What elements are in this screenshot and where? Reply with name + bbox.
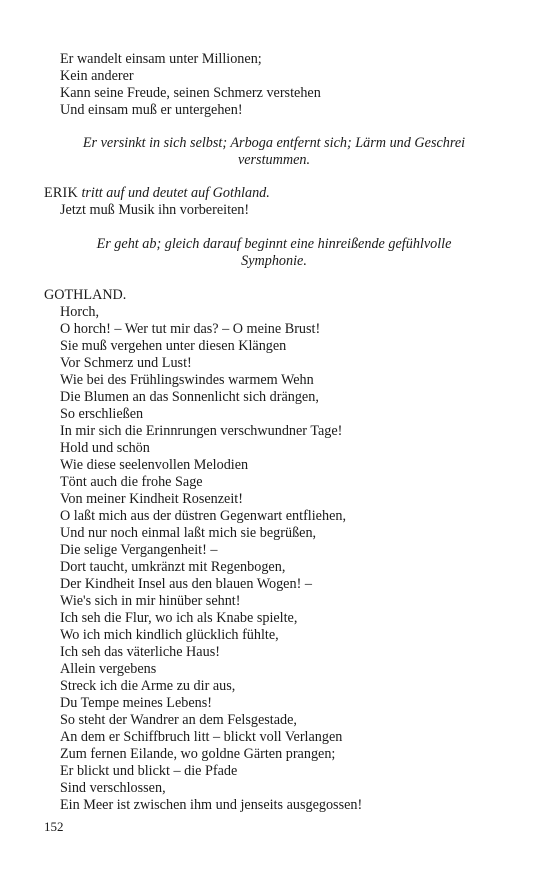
stage-direction-line: Symphonie. — [241, 253, 307, 269]
verse-line: Wie bei des Frühlingswindes warmem Wehn — [60, 372, 314, 388]
verse-line: Ich seh die Flur, wo ich als Knabe spielte, — [60, 610, 298, 626]
verse-line: Die selige Vergangenheit! – — [60, 542, 218, 558]
verse-line: O laßt mich aus der düstren Gegenwart entfliehen, — [60, 508, 347, 524]
verse-line: Hold und schön — [60, 440, 150, 456]
verse-line: Du Tempe meines Lebens! — [60, 695, 213, 711]
erik-speech — [44, 185, 504, 219]
verse-line: Streck ich die Arme zu dir aus, — [60, 678, 236, 694]
speaker-name: GOTHLAND. — [44, 287, 127, 303]
verse-line: Sie muß vergehen unter diesen Klängen — [60, 338, 287, 354]
verse-line: Wie's sich in mir hinüber sehnt! — [60, 593, 241, 609]
verse-line: Vor Schmerz und Lust! — [60, 355, 192, 371]
verse-line: Kann seine Freude, seinen Schmerz verstehen — [60, 85, 321, 101]
verse-line: Von meiner Kindheit Rosenzeit! — [60, 491, 243, 507]
gothland-verses — [44, 304, 504, 814]
stage-direction-line: Er versinkt in sich selbst; Arboga entfernt sich; Lärm und Geschrei — [82, 135, 466, 151]
verse-line: Wo ich mich kindlich glücklich fühlte, — [60, 627, 279, 643]
verse-line: Allein vergebens — [60, 661, 157, 677]
verse-line: Der Kindheit Insel aus den blauen Wogen! – — [60, 576, 312, 592]
verse-line: Er wandelt einsam unter Millionen; — [60, 51, 262, 67]
verse-line: Jetzt muß Musik ihn vorbereiten! — [60, 202, 250, 218]
stage-direction-2 — [44, 236, 504, 270]
verse-line: O horch! – Wer tut mir das? – O meine Brust! — [60, 321, 321, 337]
stage-direction-line: verstummen. — [237, 152, 311, 168]
verse-line: Horch, — [60, 304, 100, 320]
page-number: 152 — [44, 819, 64, 834]
verse-line: Ein Meer ist zwischen ihm und jenseits ausgegossen! — [60, 797, 363, 813]
verse-line: Und einsam muß er untergehen! — [60, 102, 243, 118]
verse-line: Die Blumen an das Sonnenlicht sich drängen, — [60, 389, 319, 405]
verse-line: Ich seh das väterliche Haus! — [60, 644, 220, 660]
verse-line: Dort taucht, umkränzt mit Regenbogen, — [60, 559, 286, 575]
verse-line: An dem er Schiffbruch litt – blickt voll Verlangen — [60, 729, 343, 745]
speaker-name: ERIK — [44, 185, 78, 201]
inline-stage-direction: tritt auf und deutet auf Gothland. — [77, 185, 270, 201]
stage-direction-1 — [44, 135, 504, 169]
stage-direction-line: Er geht ab; gleich darauf beginnt eine hinreißende gefühlvolle — [96, 236, 452, 252]
verse-line: Kein anderer — [60, 68, 134, 84]
verse-line: Und nur noch einmal laßt mich sie begrüßen, — [60, 525, 317, 541]
verse-line: Er blickt und blickt – die Pfade — [60, 763, 238, 779]
verse-line: Zum fernen Eilande, wo goldne Gärten prangen; — [60, 746, 336, 762]
verse-line: Wie diese seelenvollen Melodien — [60, 457, 249, 473]
gothland-speech — [44, 287, 504, 814]
verse-line: In mir sich die Erinnrungen verschwundner Tage! — [60, 423, 343, 439]
verse-line: So erschließen — [60, 406, 144, 422]
verse-block-1 — [44, 51, 504, 119]
verse-line: So steht der Wandrer an dem Felsgestade, — [60, 712, 297, 728]
verse-line: Tönt auch die frohe Sage — [60, 474, 203, 490]
speaker-line-erik — [44, 185, 504, 202]
verse-line: Sind verschlossen, — [60, 780, 166, 796]
